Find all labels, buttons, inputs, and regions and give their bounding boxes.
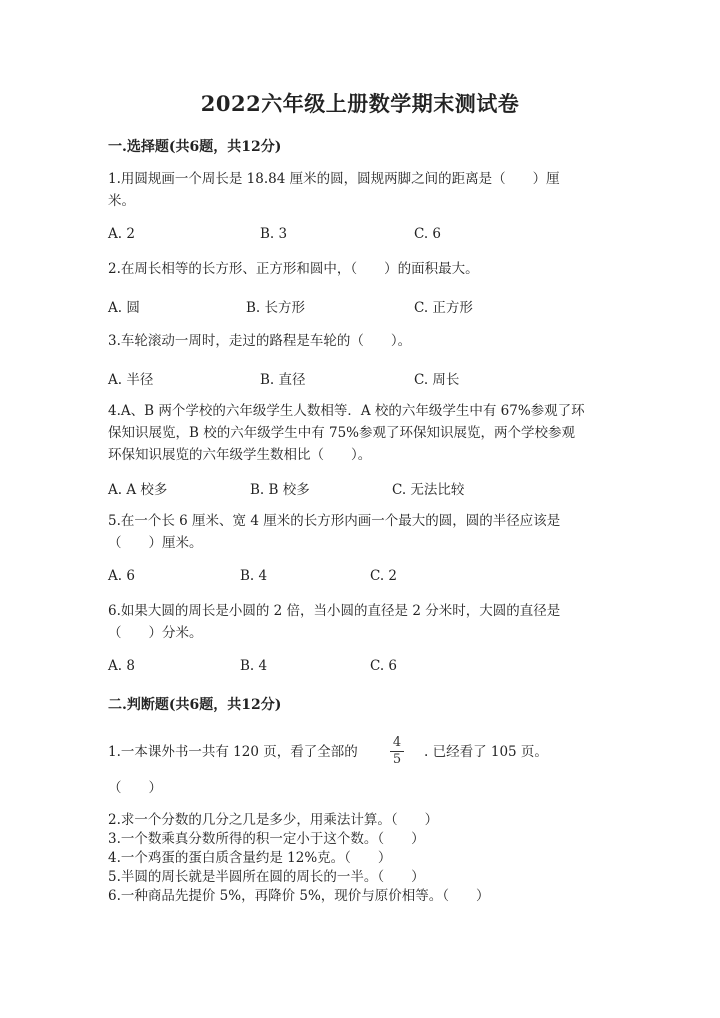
question-4-option-c: C. 无法比较 [392,482,465,498]
question-6 [108,600,608,644]
question-4-option-a: A. A 校多 [108,482,168,498]
judgment-4: 4.一个鸡蛋的蛋白质含量约是 12%克。（ ） [108,850,392,866]
question-5-line-2: （ ）厘米。 [108,535,203,551]
question-2-option-a: A. 圆 [108,300,140,316]
question-4-line-2: 保知识展览，B 校的六年级学生中有 75%参观了环保知识展览，两个学校参观 [108,425,576,441]
page-title: 2022六年级上册数学期末测试卷 [200,91,520,116]
question-2-line-1: 2.在周长相等的长方形、正方形和圆中，（ ）的面积最大。 [108,261,479,277]
question-2-option-c: C. 正方形 [414,300,473,316]
question-6-option-b: B. 4 [240,658,268,674]
question-4 [108,400,608,466]
question-4-line-3: 环保知识展览的六年级学生数相比（ ）。 [108,447,372,463]
question-1-option-a: A. 2 [108,226,135,242]
judgment-6: 6.一种商品先提价 5%，再降价 5%，现价与原价相等。（ ） [108,888,490,904]
question-3-option-b: B. 直径 [260,372,306,388]
question-1 [108,168,608,212]
question-5 [108,510,608,554]
fraction-numerator: 4 [392,735,402,750]
question-5-line-1: 5.在一个长 6 厘米、宽 4 厘米的长方形内画一个最大的圆，圆的半径应该是 [108,513,561,529]
judgment-1-fraction [390,736,404,767]
question-1-line-1: 1.用圆规画一个周长是 18.84 厘米的圆，圆规两脚之间的距离是（ ）厘 [108,171,560,187]
section-heading-choice: 一.选择题(共6题，共12分) [108,139,282,155]
question-1-line-2: 米。 [108,193,135,209]
judgment-5: 5.半圆的周长就是半圆所在圆的周长的一半。（ ） [108,869,425,885]
judgment-1-text-after: . 已经看了 105 页。 [424,744,548,760]
question-6-option-c: C. 6 [370,658,398,674]
question-6-option-a: A. 8 [108,658,135,674]
question-4-line-1: 4.A、B 两个学校的六年级学生人数相等．A 校的六年级学生中有 67%参观了环 [108,403,585,419]
question-6-line-1: 6.如果大圆的周长是小圆的 2 倍，当小圆的直径是 2 分米时，大圆的直径是 [108,603,561,619]
question-1-option-b: B. 3 [260,226,288,242]
question-6-line-2: （ ）分米。 [108,625,203,641]
question-5-option-b: B. 4 [240,568,268,584]
question-3-option-a: A. 半径 [108,372,154,388]
judgment-2: 2.求一个分数的几分之几是多少，用乘法计算。（ ） [108,812,439,828]
question-2 [108,258,608,280]
question-3-option-c: C. 周长 [414,372,460,388]
judgment-3: 3.一个数乘真分数所得的积一定小于这个数。（ ） [108,831,425,847]
question-5-option-c: C. 2 [370,568,398,584]
question-2-option-b: B. 长方形 [246,300,306,316]
question-3-line-1: 3.车轮滚动一周时，走过的路程是车轮的（ ）。 [108,333,412,349]
section-heading-judgment: 二.判断题(共6题，共12分) [108,697,282,713]
question-3 [108,330,608,352]
judgment-1-text: 1.一本课外书一共有 120 页，看了全部的 [108,744,358,760]
question-5-option-a: A. 6 [108,568,135,584]
fraction-denominator: 5 [392,752,402,767]
question-4-option-b: B. B 校多 [250,482,310,498]
judgment-1-answer-paren: （ ） [108,780,162,796]
question-1-option-c: C. 6 [414,226,442,242]
